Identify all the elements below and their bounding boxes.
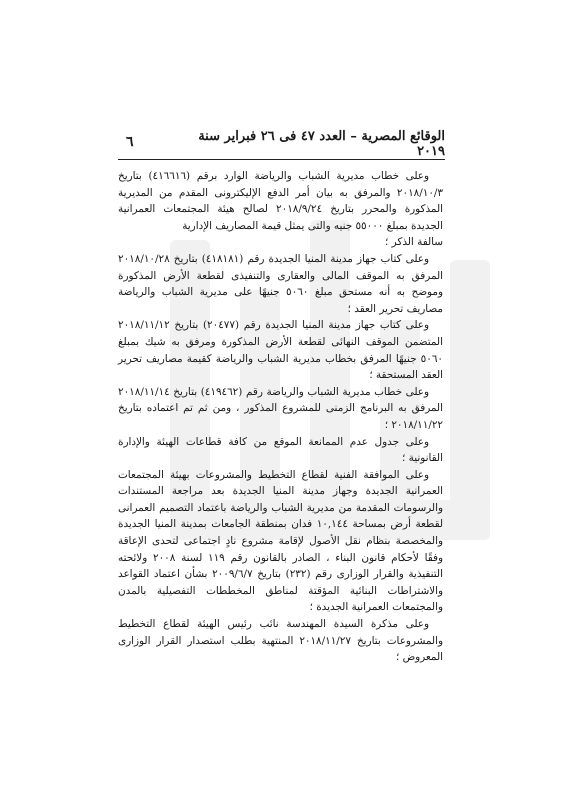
- document-body: [118, 168, 443, 666]
- paragraph: وعلى الموافقة الفنية لقطاع التخطيط والمشروعات بهيئة المجتمعات العمرانية الجديدة وجهاز مدينة المنيا الجديدة بعد مراجعة المستندات والرسومات المقدمة من مديرية الشباب والرياضة باعتماد التصميم العمرانى لقطعة أرض بمساحة ١٠,١٤٤ فدان بمنطقة الجامعات بمدينة المنيا الجديدة والمخصصة بنظام نقل الأصول لإقامة مشروع نادٍ اجتماعى لتحدى الإعاقة وفقًا لأحكام قانون البناء ، الصادر بالقانون رقم ١١٩ لسنة ٢٠٠٨ ولائحته التنفيذية والقرار الوزارى رقم (٢٣٢) بتاريخ ٢٠٠٩/٦/٧ بشأن اعتماد القواعد والاشتراطات البنائية المؤقتة لمناطق المخططات التفصيلية بالمدن والمجتمعات العمرانية الجديدة ؛: [118, 468, 444, 614]
- paragraph: وعلى جدول عدم الممانعة الموقع من كافة قطاعات الهيئة والإدارة القانونية ؛: [118, 435, 443, 465]
- paragraph: وعلى مذكرة السيدة المهندسة نائب رئيس الهيئة لقطاع التخطيط والمشروعات بتاريخ ٢٠١٨/١١/٢٧ المنتهية بطلب استصدار القرار الوزارى المعروض ؛: [118, 618, 443, 664]
- paragraph: وعلى خطاب مديرية الشباب والرياضة الوارد برقم (٤١٦٦١٦) بتاريخ ٢٠١٨/١٠/٣ والمرفق به بيان أمر الدفع الإليكترونى المقدم من المديرية المذكورة والمحرر بتاريخ ٢٠١٨/٩/٢٤ لصالح هيئة المجتمعات العمرانية الجديدة بمبلغ ٥٥٠٠٠ جنيه والتى يمثل قيمة المصاريف الإدارية: [118, 170, 443, 232]
- page-number: ٦: [126, 134, 134, 150]
- paragraph: وعلى كتاب جهاز مدينة المنيا الجديدة رقم (٤١٨١٨١) بتاريخ ٢٠١٨/١٠/٢٨ المرفق به الموقف المالى والعقارى والتنفيذى لقطعة الأرض المذكورة وموضح به أنه مستحق مبلغ ٥٠٦٠ جنيهًا على مديرية الشباب والرياضة مصاريف تحرير العقد ؛: [118, 252, 444, 315]
- page-header: [175, 129, 445, 159]
- paragraph: وعلى خطاب مديرية الشباب والرياضة رقم (٤١٩٤٦٢) بتاريخ ٢٠١٨/١١/١٤ المرفق به البرنامج الزمنى للمشروع المذكور ، ومن ثم تم اعتماده بتاريخ ٢٠١٨/١١/٢٢ ؛: [118, 385, 443, 431]
- paragraph: وعلى كتاب جهاز مدينة المنيا الجديدة رقم (٢٠٤٧٧) بتاريخ ٢٠١٨/١١/١٢ المتضمن الموقف النهائى لقطعة الأرض المذكورة ومرفق به شيك بمبلغ ٥٠٦٠ جنيهًا المرفق بخطاب مديرية الشباب والرياضة كقيمة مصاريف تحرير العقد المستحقة ؛: [118, 319, 443, 382]
- gazette-title: الوقائع المصرية – العدد ٤٧ فى ٢٦ فبراير سنة ٢٠١٩: [198, 129, 445, 159]
- paragraph: سالفة الذكر ؛: [385, 236, 443, 249]
- header-divider: [118, 159, 445, 160]
